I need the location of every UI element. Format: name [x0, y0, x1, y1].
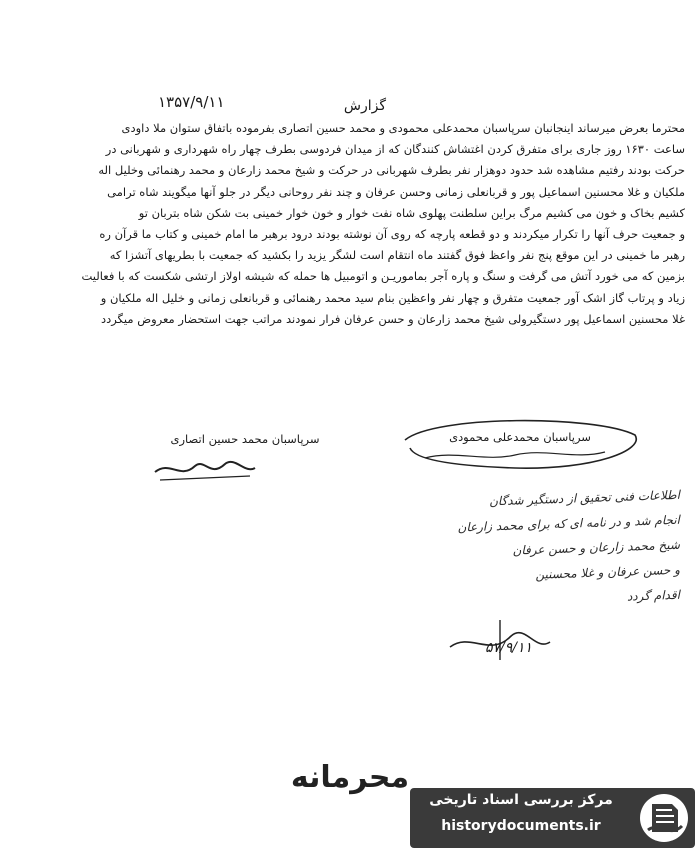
report-body [20, 118, 685, 330]
signature-right-scribble [395, 410, 645, 480]
body-line: و جمعیت حرف آنها را تکرار میکردند و دو قطعه پارچه که روی آن نوشته بودند درود برهبر ما امام خمینی و کتاب ما قرآن ره [99, 227, 685, 242]
handwritten-line: و حسن عرفان و غلا محسنین [535, 562, 681, 582]
body-line: حرکت بودند رفتیم مشاهده شد حدود دوهزار نفر بطرف شهربانی در حرکت و شیخ محمد زارعان و محمد رهنمائی وخلیل اله [98, 163, 685, 178]
signature-right-name: سرپاسبان محمدعلی محمودی [449, 430, 591, 444]
handwritten-line: اطلاعات فنی تحقیق از دستگیر شدگان [488, 487, 681, 509]
handwritten-date: ۵۷/۹/۱۱ [485, 640, 533, 656]
report-title: گزارش [343, 98, 387, 114]
body-line: ملکیان و غلا محسنین اسماعیل پور و قربانعلی زمانی وحسن عرفان و چند نفر روحانی دیگر در جلو آنها میگویند شاه ترامی [107, 184, 685, 199]
confidential-stamp: محرمانه [290, 760, 410, 795]
body-line: ساعت ۱۶۳۰ روز جاری برای متفرق کردن اغتشاش کنندگان که از میدان فردوسی بطرف چهار راه شهرداری و شهربانی در [105, 142, 685, 157]
watermark-banner [410, 788, 695, 848]
watermark-url: historydocuments.ir [441, 818, 601, 834]
body-line: غلا محسنین اسماعیل پور دستگیرولی شیخ محمد زارعان و حسن عرفان فرار نمودند مراتب جهت استحضار معروض میگردد [100, 311, 685, 326]
archive-logo-icon [638, 792, 690, 844]
body-line: کشیم بخاک و خون می کشیم مرگ براین سلطنت پهلوی شاه نفت خوار و خون خوار خمینی بت شکن شاه بتربان تو [138, 205, 685, 220]
signature-left-name: سرپاسبان محمد حسین اتصاری [170, 432, 320, 446]
body-line: رهبر ما خمینی در این موقع پنج نفر واعظ فوق گفتند ماه انتقام است لشگر یزید را بکشید که جمعیت با بطریهای آتشزا که [109, 248, 685, 263]
handwritten-line: اقدام گردد [626, 587, 681, 604]
body-line: محترما بعرض میرساند اینجانبان سرپاسبان محمدعلی محمودی و محمد حسین اتصاری بفرموده باتفاق ستوان ملا داودی [121, 121, 685, 135]
handwritten-line: شیخ محمد زارعان و حسن عرفان [512, 537, 681, 558]
handwritten-note [380, 488, 680, 613]
watermark-title: مرکز بررسی اسناد تاریخی [429, 792, 613, 808]
body-line: بزمین که می خورد آتش می گرفت و سنگ و پاره آجر بماموریـن و اتومبیل ها حمله که شیشه اولاز ارتشی شکست که با فعالیت [81, 269, 685, 284]
report-date: ۱۳۵۷/۹/۱۱ [158, 93, 225, 111]
handwritten-line: انجام شد و در نامه ای که برای محمد زارعان [457, 512, 681, 535]
body-line: زیاد و پرتاب گاز اشک آور جمعیت متفرق و چهار نفر واعظین بنام سید محمد رهنمائی و قربانعلی زمانی و خلیل اله ملکیان و [100, 290, 685, 305]
signature-left-scribble [150, 452, 260, 487]
